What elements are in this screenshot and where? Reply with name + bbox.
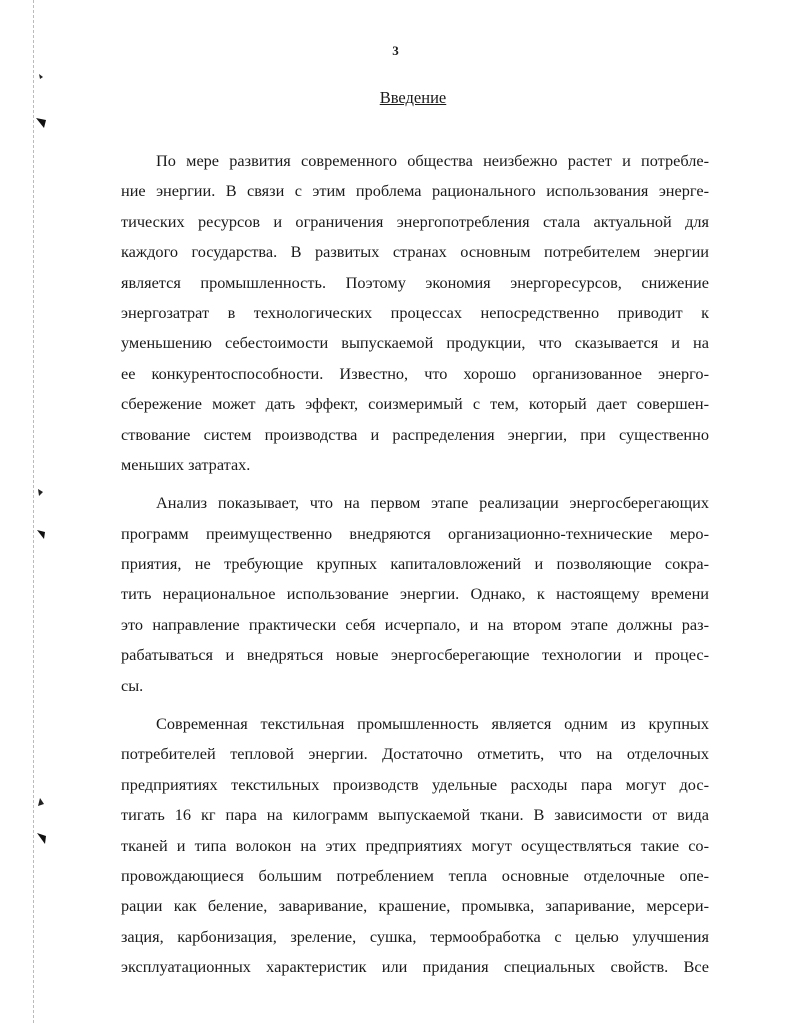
text-line: провождающиеся большим потреблением тепла основные отделочные опе- [121,865,709,885]
text-line: зация, карбонизация, зреление, сушка, термообработка с целью улучшения [121,926,709,946]
text-line: сы. [121,675,144,695]
text-line: сбережение может дать эффект, соизмеримый с тем, который дает совершен- [121,394,709,414]
paragraph [121,709,709,983]
text-line: тических ресурсов и ограничения энергопотребления стала актуальной для [121,211,709,231]
text-line: эксплуатационных характеристик или придания специальных свойств. Все [121,957,709,977]
paragraph [121,146,709,480]
text-line: потребителей тепловой энергии. Достаточно отметить, что на отделочных [121,744,709,764]
binding-punch-marks-bottom [30,790,50,855]
text-line: предприятиях текстильных производств удельные расходы пара могут дос- [121,774,709,794]
text-line: рабатываться и внедряться новые энергосберегающие технологии и процес- [121,645,709,665]
page-number: 3 [392,43,399,58]
text-line: каждого государства. В развитых странах основным потребителем энергии [121,242,709,262]
text-line: тить нерациональное использование энергии. Однако, к настоящему времени [121,584,709,604]
text-line: рации как беление, заваривание, крашение, промывка, запаривание, мерсери- [121,896,709,916]
text-line: ее конкурентоспособности. Известно, что хорошо организованное энерго- [121,363,709,383]
text-line: тигать 16 кг пара на килограмм выпускаемой ткани. В зависимости от вида [121,805,709,825]
binding-punch-marks-middle [30,485,50,545]
text-line: является промышленность. Поэтому экономия энергоресурсов, снижение [121,272,709,292]
text-line: Анализ показывает, что на первом этапе реализации энергосберегающих [156,493,709,513]
text-line: приятия, не требующие крупных капиталовложений и позволяющие сокра- [121,554,709,574]
text-line: тканей и типа волокон на этих предприятиях могут осуществляться такие со- [121,835,709,855]
text-line: Современная текстильная промышленность является одним из крупных [156,714,709,734]
text-line: энергозатрат в технологических процессах непосредственно приводит к [121,302,709,322]
text-line: ствование систем производства и распределения энергии, при существенно [121,424,709,444]
paragraph [121,488,709,701]
section-heading: Введение [379,88,447,107]
text-line: По мере развития современного общества неизбежно растет и потребле- [156,151,709,170]
text-line: ние энергии. В связи с этим проблема рационального использования энерге- [121,181,709,201]
text-line: программ преимущественно внедряются организационно-технические меро- [121,523,709,543]
text-line: меньших затратах. [121,454,251,474]
text-line: это направление практически себя исчерпало, и на втором этапе должны раз- [121,614,709,634]
text-line: уменьшению себестоимости выпускаемой продукции, что сказывается и на [121,333,709,353]
body-text [121,146,709,983]
